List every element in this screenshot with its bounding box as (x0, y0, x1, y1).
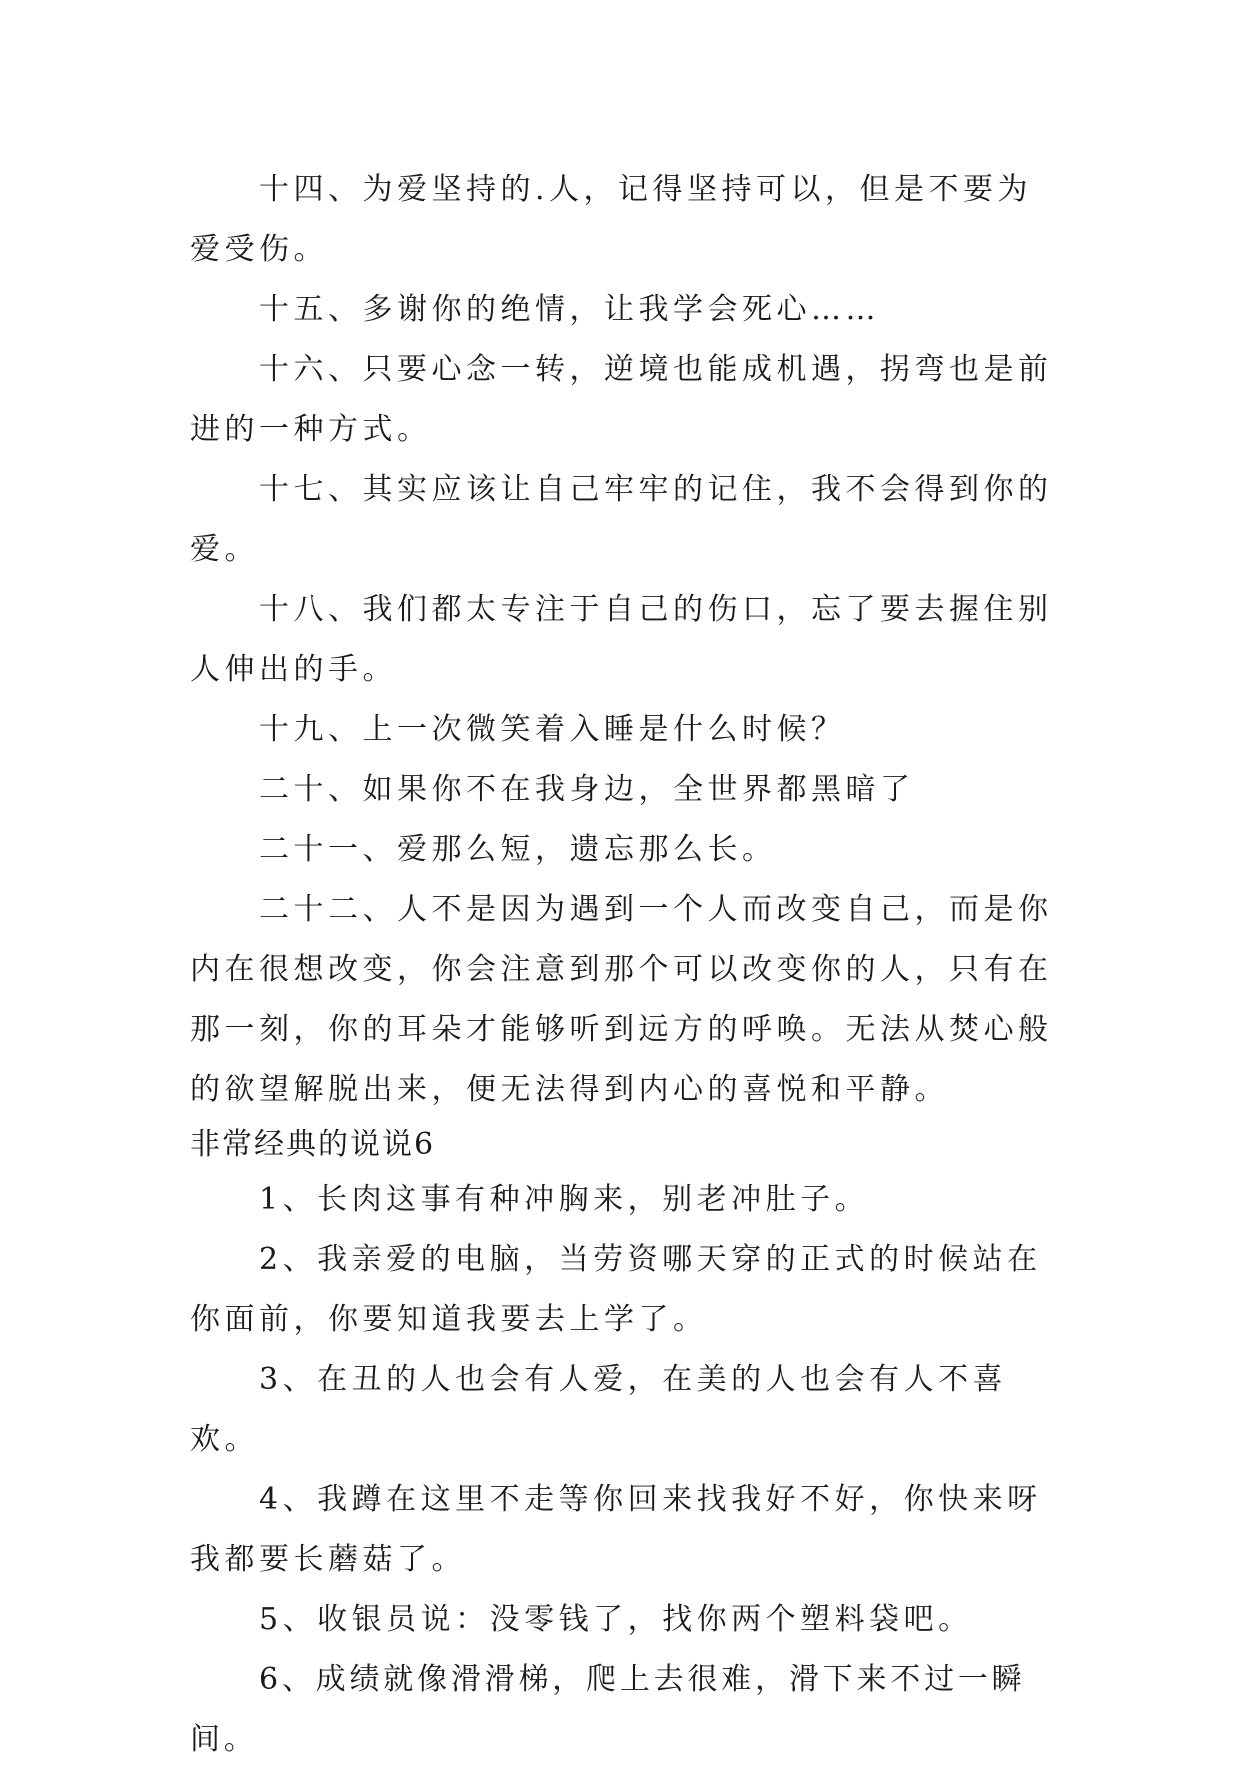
document-body (190, 160, 1062, 1770)
paragraph: 5、收银员说：没零钱了，找你两个塑料袋吧。 (259, 1602, 973, 1637)
paragraph: 十五、多谢你的绝情，让我学会死心…… (259, 292, 880, 327)
paragraph: 4、我蹲在这里不走等你回来找我好不好，你快来呀我都要长蘑菇了。 (190, 1482, 1042, 1577)
paragraph: 2、我亲爱的电脑，当劳资哪天穿的正式的时候站在你面前，你要知道我要去上学了。 (190, 1242, 1042, 1337)
paragraph: 十八、我们都太专注于自己的伤口，忘了要去握住别人伸出的手。 (190, 592, 1053, 687)
paragraph: 十七、其实应该让自己牢牢的记住，我不会得到你的爱。 (190, 472, 1053, 567)
paragraph: 二十、如果你不在我身边，全世界都黑暗了 (259, 772, 915, 807)
paragraph: 1、长肉这事有种冲胸来，别老冲肚子。 (259, 1182, 870, 1217)
paragraph: 二十二、人不是因为遇到一个人而改变自己，而是你内在很想改变，你会注意到那个可以改变你的人，只有在那一刻，你的耳朵才能够听到远方的呼唤。无法从焚心般的欲望解脱出来，便无法得到内心的喜悦和平静。 (190, 892, 1053, 1107)
paragraph: 6、成绩就像滑滑梯，爬上去很难，滑下来不过一瞬间。 (190, 1662, 1026, 1757)
section-heading: 非常经典的说说6 (190, 1127, 436, 1162)
paragraph: 十四、为爱坚持的.人，记得坚持可以，但是不要为爱受伤。 (190, 172, 1033, 267)
paragraph: 3、在丑的人也会有人爱，在美的人也会有人不喜欢。 (190, 1362, 1008, 1457)
paragraph: 二十一、爱那么短，遗忘那么长。 (259, 832, 777, 867)
paragraph: 十九、上一次微笑着入睡是什么时候？ (259, 712, 846, 747)
paragraph: 十六、只要心念一转，逆境也能成机遇，拐弯也是前进的一种方式。 (190, 352, 1053, 447)
